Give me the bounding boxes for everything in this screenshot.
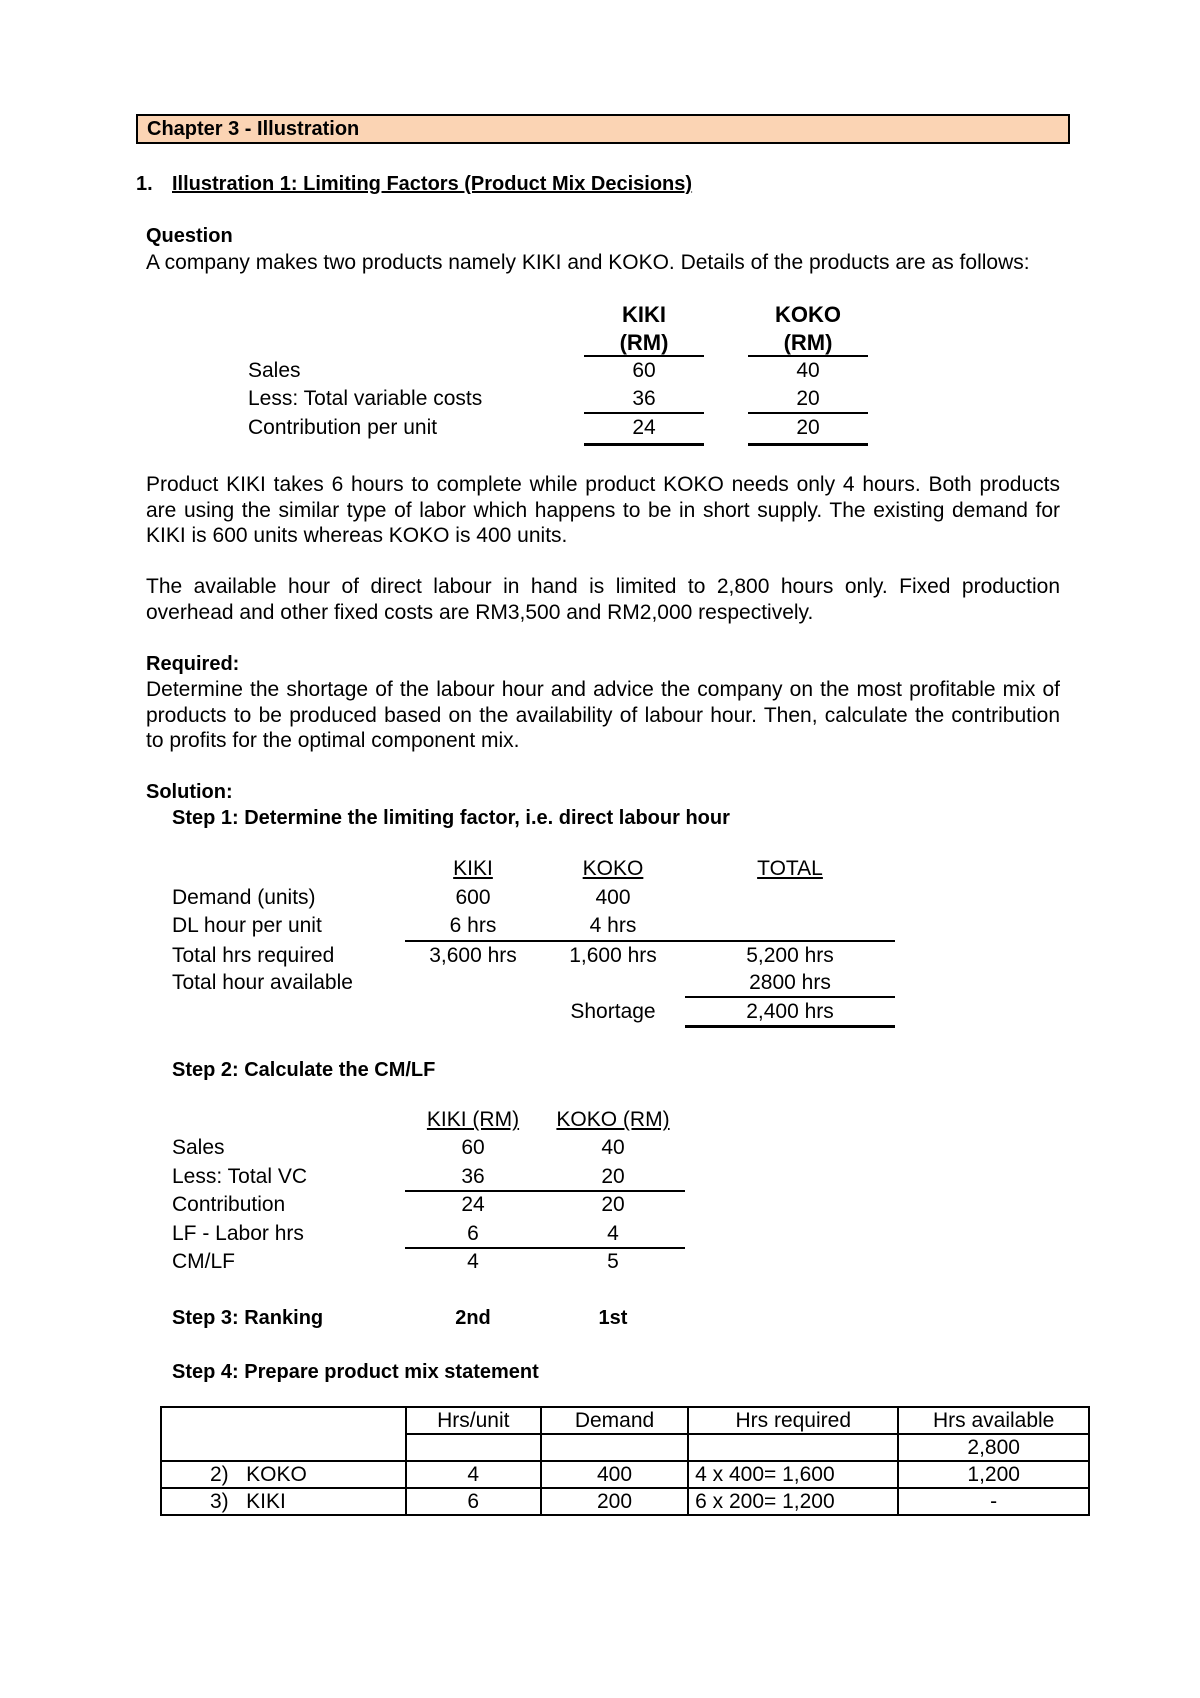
step2-row-koko: 5 [607,1250,619,1273]
step2-row-label: Less: Total VC [172,1165,308,1188]
step2-row-koko: 40 [601,1136,625,1159]
table-cell: 2) KOKO [161,1461,406,1488]
section-title: Illustration 1: Limiting Factors (Product Mix Decisions) [172,173,693,195]
step1-row-koko: 1,600 hrs [569,944,657,967]
solution-heading: Solution: [146,781,233,803]
qt-rule [584,412,704,414]
step2-row-kiki: 60 [461,1136,485,1159]
qt-row-koko: 20 [796,387,820,410]
step1-row-label: Total hrs required [172,944,335,967]
step1-row-label: Total hour available [172,971,353,994]
question-para-1: Product KIKI takes 6 hours to complete while product KOKO needs only 4 hours. Both products are using the similar type of labor which happens to be in short supply. The existing demand for KIKI is 600 units whereas KOKO is 400 units. [146,473,1060,547]
table-cell: - [898,1488,1089,1515]
chapter-title-box [136,114,1070,144]
table-header-cell: Hrs available [898,1407,1089,1434]
step1-total-rule [685,1025,895,1028]
table-header-cell: Hrs required [688,1407,898,1434]
table-cell [406,1434,541,1461]
step3-kiki-rank: 2nd [455,1307,491,1329]
step4-title: Step 4: Prepare product mix statement [172,1361,539,1383]
step1-row-total: 2800 hrs [749,971,831,994]
qt-kiki-header: KIKI [622,302,666,327]
qt-row-koko: 20 [796,416,820,439]
question-intro: A company makes two products namely KIKI and KOKO. Details of the products are as follows: [146,251,1030,274]
table-row [161,1488,1089,1515]
table-header-cell: Demand [541,1407,688,1434]
step2-row-koko: 4 [607,1222,619,1245]
step2-row-koko: 20 [601,1193,625,1216]
qt-rule [584,355,704,357]
step1-shortage-value: 2,400 hrs [746,1000,834,1023]
step1-header-koko: KOKO [582,857,644,880]
step3-koko-rank: 1st [598,1307,628,1329]
qt-row-label: Less: Total variable costs [248,387,483,410]
step2-row-kiki: 24 [461,1193,485,1216]
step2-title: Step 2: Calculate the CM/LF [172,1059,436,1081]
step2-row-koko: 20 [601,1165,625,1188]
qt-koko-header: KOKO [775,302,841,327]
qt-total-rule [584,443,704,446]
table-cell: 1,200 [898,1461,1089,1488]
product-mix-table [160,1406,1090,1516]
table-row [161,1461,1089,1488]
step2-row-kiki: 36 [461,1165,485,1188]
step2-row-label: CM/LF [172,1250,235,1273]
table-cell: 4 x 400= 1,600 [688,1461,898,1488]
question-heading: Question [146,225,233,247]
qt-koko-unit: (RM) [783,330,833,355]
step3-title: Step 3: Ranking [172,1307,324,1329]
step1-row-koko: 4 hrs [589,914,637,937]
table-cell: 6 [406,1488,541,1515]
table-header-cell: Hrs/unit [406,1407,541,1434]
qt-kiki-unit: (RM) [619,330,669,355]
step1-rule [685,996,895,998]
table-cell: 200 [541,1488,688,1515]
step2-row-kiki: 4 [467,1250,479,1273]
table-cell [688,1434,898,1461]
qt-rule [748,412,868,414]
step1-row-kiki: 3,600 hrs [429,944,517,967]
table-cell: 6 x 200= 1,200 [688,1488,898,1515]
step1-row-kiki: 6 hrs [449,914,497,937]
step2-header-kiki: KIKI (RM) [426,1108,520,1131]
table-cell: 2,800 [898,1434,1089,1461]
chapter-title: Chapter 3 - Illustration [147,118,360,140]
qt-total-rule [748,443,868,446]
table-cell: 3) KIKI [161,1488,406,1515]
table-cell [161,1407,406,1461]
step1-row-label: DL hour per unit [172,914,322,937]
qt-row-kiki: 60 [632,359,656,382]
step2-row-label: Sales [172,1136,225,1159]
step1-header-kiki: KIKI [453,857,493,880]
step2-row-kiki: 6 [467,1222,479,1245]
step1-row-label: Demand (units) [172,886,316,909]
step2-row-label: Contribution [172,1193,286,1216]
step1-title: Step 1: Determine the limiting factor, i.e. direct labour hour [172,807,730,829]
qt-rule [748,355,868,357]
qt-row-kiki: 24 [632,416,656,439]
section-number: 1. [136,173,153,195]
required-text: Determine the shortage of the labour hour and advice the company on the most profitable mix of products to be produced based on the availability of labour hour. Then, calculate the contribution to profits for the optimal component mix. [146,678,1060,752]
step2-header-koko: KOKO (RM) [556,1108,670,1131]
step1-rule [405,940,895,942]
required-heading: Required: [146,653,240,675]
step1-header-total: TOTAL [757,857,823,880]
step1-shortage-label: Shortage [570,1000,656,1023]
table-cell [541,1434,688,1461]
table-cell: 4 [406,1461,541,1488]
step1-row-total: 5,200 hrs [746,944,834,967]
qt-row-label: Sales [248,359,301,382]
step1-row-koko: 400 [595,886,631,909]
table-cell: 400 [541,1461,688,1488]
qt-row-label: Contribution per unit [248,416,438,439]
table-header-row [161,1407,1089,1434]
step1-row-kiki: 600 [455,886,491,909]
qt-row-kiki: 36 [632,387,656,410]
question-para-2: The available hour of direct labour in hand is limited to 2,800 hours only. Fixed production overhead and other fixed costs are RM3,500 and RM2,000 respectively. [146,575,1060,624]
qt-row-koko: 40 [796,359,820,382]
step2-row-label: LF - Labor hrs [172,1222,304,1245]
